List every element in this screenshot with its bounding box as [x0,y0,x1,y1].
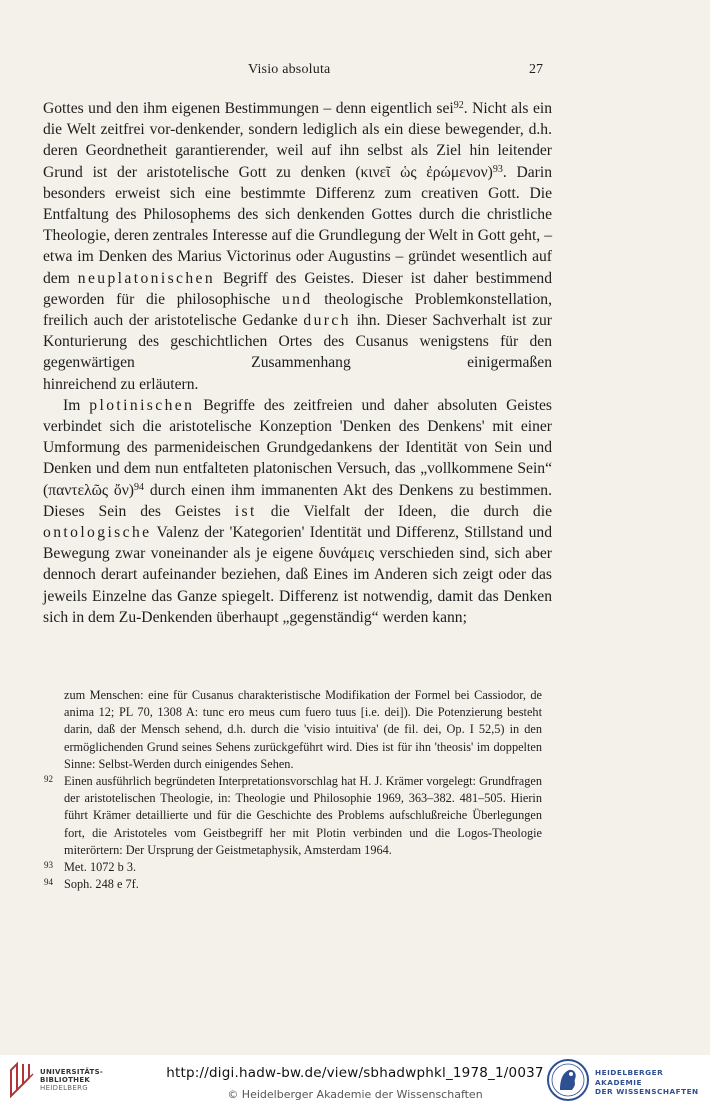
paragraph-2 [43,395,552,628]
footnote-93 [43,859,542,876]
footnote-number: 94 [44,877,53,888]
spaced-emphasis: plotinischen [89,396,195,414]
text-run: Begriffe des zeitfreien und daher absoluten Geistes verbindet sich die aristotelische Konzeption 'Denken des Denkens' mit einer Umformung des parmenideischen Grundgedankens der Identität von Sein und Denken und dem nun entfalteten platonischen Versuch, das „vollkommene Sein“ (παντελῶς ὄν) [43,396,552,499]
footnote-ref-92[interactable]: 92 [453,100,464,111]
footnote-number: 93 [44,860,53,871]
footnote-92 [43,773,542,859]
text-run: theologische Problemkonstellation, freilich auch der aristotelische Gedanke [43,290,552,330]
footnotes [43,687,542,893]
footer-bar [0,1055,710,1108]
footnote-ref-94[interactable]: 94 [133,481,144,493]
footnote-94 [43,876,542,893]
footnote-text: zum Menschen: eine für Cusanus charakteristische Modifikation der Formel bei Cassiodor, de anima 12; PL 70, 1308 A: tunc ero meus cum fuero tuus [i.e. dei]). Die Potenzierung besteht darin, daß der Mensch sehend, d.h. durch die 'visio intuitiva' (de fil. dei, Op. I 52,5) in den ermöglichenden Grund seines Sehens zurückgeführt wird. Dies ist für ihn 'theosis' im doppelten Sinne: Selbst-Werden durch einigendes Sehen. [64,688,542,771]
text-run: durch einen ihm immanenten Akt des Denkens zu bestimmen. Dieses Sein des Geistes [43,481,552,520]
text-run: . Darin besonders erweist sich eine bestimmte Differenz zum creativen Gott. Die Entfaltung des Philosophems des sich denkenden Gottes durch die christliche Theologie, deren zentrales Interesse auf die Grundlegung der Welt in Gott geht, – etwa im Denken des Marius Victorinus oder Augustins – gründet wesentlich auf dem [43,163,552,287]
document-url-link[interactable]: http://digi.hadw-bw.de/view/sbhadwphkl_1978_1/0037 [166,1065,544,1081]
text-run: . Nicht als ein die Welt zeitfrei vor-denkender, sondern lediglich als ein diese bewegender, d.h. deren Geordnetheit garantierender, weil auf ihn selbst als Ziel hin leitender Grund ist der aristotelische Gott zu denken (κινεῖ ὡς ἐρώμενον) [43,100,552,181]
paragraph-1 [43,98,552,374]
logo-line: UNIVERSITÄTS- [40,1068,104,1076]
spaced-emphasis: durch [303,312,351,330]
main-text [43,98,552,628]
spaced-emphasis: ist [234,502,257,520]
logo-line: BIBLIOTHEK [40,1076,91,1084]
text-run: Im [63,396,90,414]
page-number: 27 [529,62,543,77]
spaced-emphasis: und [281,290,313,308]
footnote-text: Einen ausführlich begründeten Interpretationsvorschlag hat H. J. Krämer vorgelegt: Grundfragen der aristotelischen Theologie, in: Theologie und Philosophie 1969, 363–382. 481–505. Hierin führt Krämer detaillierte und für die Geschichte des Problems aufschlußreiche Überlegungen fort, die Aristoteles vom Geistbegriff her mit Plotin verbinden und die Logos-Theologie miterörtern: Der Ursprung der Geistmetaphysik, Amsterdam 1964. [64,774,542,857]
paragraph-1-end: hinreichend zu erläutern. [43,375,199,393]
footnote-number: 92 [44,774,53,785]
academy-name [595,1068,710,1097]
academy-seal-icon[interactable] [546,1057,590,1107]
text-run: ihn. Dieser Sachverhalt ist zur Konturierung des geschichtlichen Ortes des Cusanus wenigstens für den gegenwärtigen Zusammenhang einigermaßen [43,312,552,372]
logo-line: DER WISSENSCHAFTEN [595,1087,699,1096]
running-head: Visio absoluta [248,62,331,77]
text-run: die Vielfalt der Ideen, die durch die [256,502,552,520]
spaced-emphasis: neuplatonischen [77,269,216,287]
footnote-text: Soph. 248 e 7f. [64,877,139,892]
spaced-emphasis: ontologische [43,524,152,542]
logo-line: HEIDELBERG [40,1084,88,1092]
footnote-text: Met. 1072 b 3. [64,860,137,875]
text-run: Valenz der 'Kategorien' Identität und Differenz, Stillstand und Bewegung zwar voneinander als je eigene δυνάμεις verschieden sind, sich aber dennoch derart aufeinander beziehen, daß Eines im Anderen sich zeigt oder das jeweils Einzelne das Ganze spiegelt. Differenz ist notwendig, damit das Denken sich in dem Zu-Denkenden überhaupt „gegenständig“ werden kann; [43,524,552,626]
text-run: Begriff des Geistes. Dieser ist daher bestimmend geworden für die philosophische [43,269,552,308]
footnote-ref-93[interactable]: 93 [492,163,503,175]
footnote-continuation [43,687,542,773]
logo-line: HEIDELBERGER AKADEMIE [595,1068,664,1087]
copyright-notice: © Heidelberger Akademie der Wissenschaften [227,1088,483,1101]
text-run: Gottes und den ihm eigenen Bestimmungen – denn eigentlich sei [43,100,454,117]
